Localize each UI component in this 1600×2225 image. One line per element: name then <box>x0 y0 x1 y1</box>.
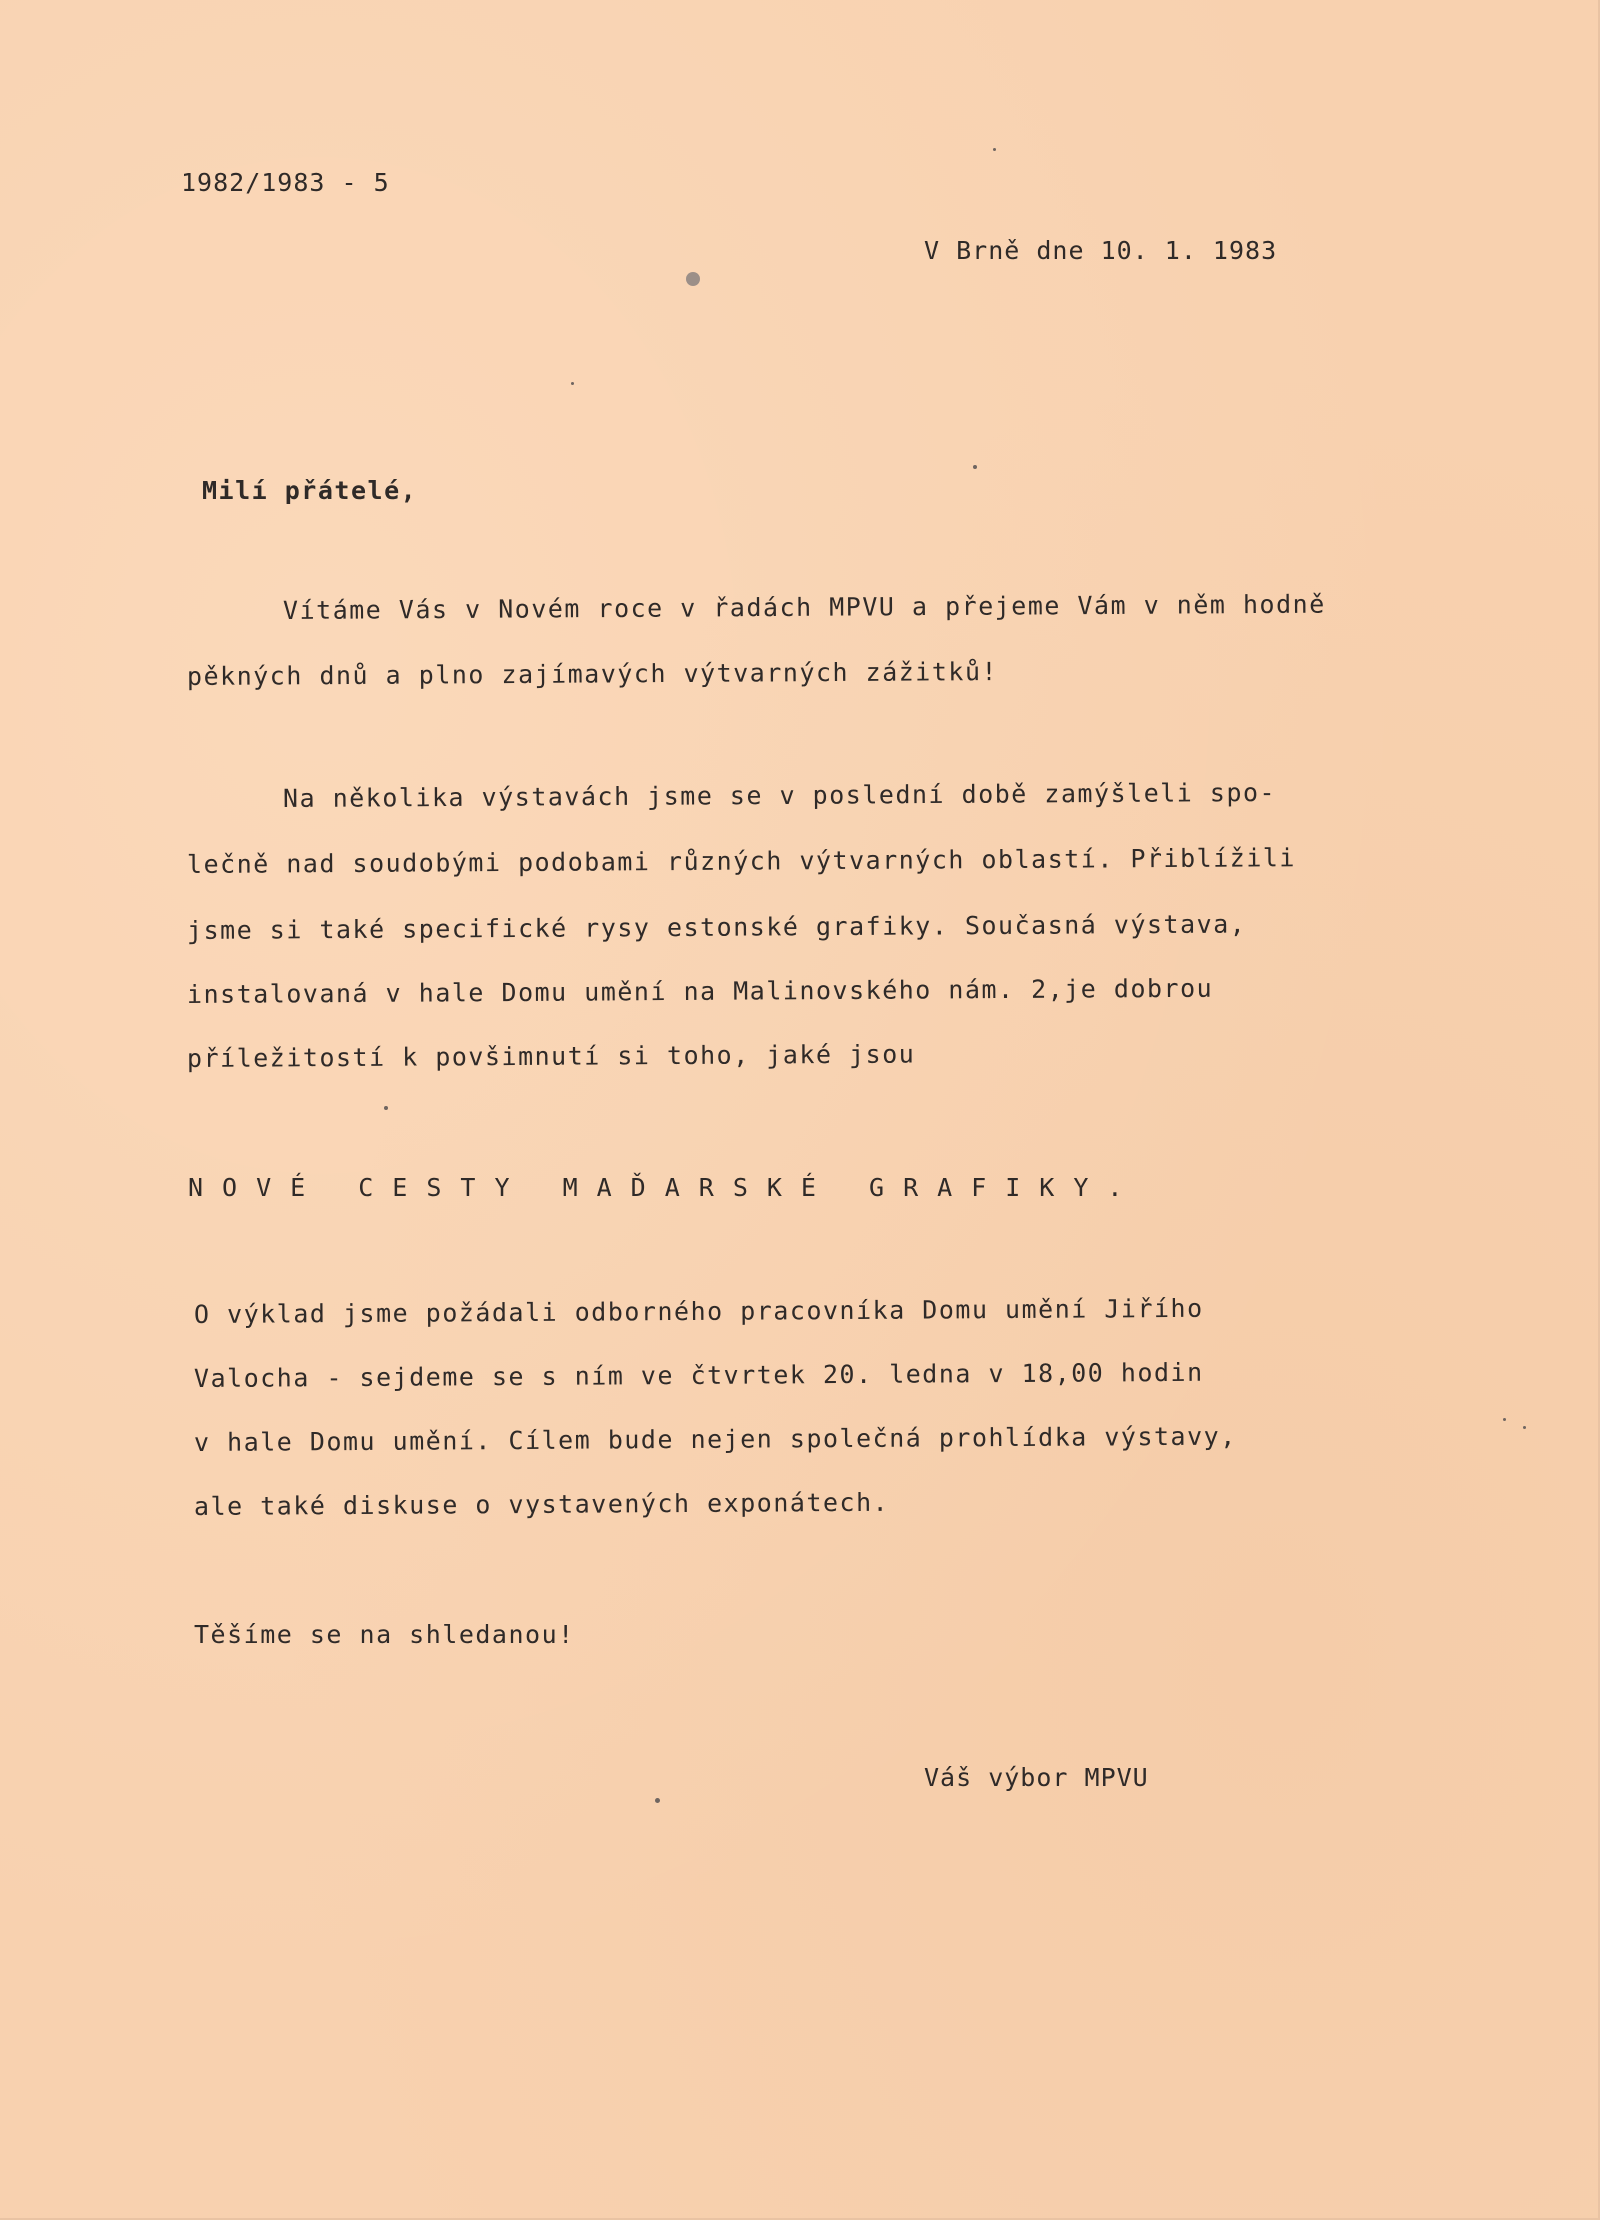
reference-number: 1982/1983 - 5 <box>181 168 390 197</box>
paragraph3-line4: ale také diskuse o vystavených exponátech. <box>193 1487 890 1521</box>
paragraph1-line1: Vítáme Vás v Novém roce v řadách MPVU a přejeme Vám v něm hodně <box>282 589 1326 625</box>
paper-speck <box>571 382 574 385</box>
paragraph3-line2: Valocha - sejdeme se s ním ve čtvrtek 20. ledna v 18,00 hodin <box>193 1357 1204 1393</box>
paper-speck <box>973 465 977 469</box>
paper-speck <box>384 1106 388 1110</box>
paragraph3-line1: O výklad jsme požádali odborného pracovníka Domu umění Jiřího <box>193 1293 1204 1329</box>
paragraph2-line2: lečně nad soudobými podobami různých výtvarných oblastí. Přiblížili <box>186 843 1297 879</box>
exhibition-title: NOVÉ CESTY MAĎARSKÉ GRAFIKY. <box>188 1173 1142 1202</box>
paragraph2-line1: Na několika výstavách jsme se v poslední době zamýšleli spo- <box>282 777 1277 813</box>
paragraph1-line2: pěkných dnů a plno zajímavých výtvarných zážitků! <box>186 657 999 691</box>
paragraph2-line4: instalovaná v hale Domu umění na Malinovského nám. 2,je dobrou <box>186 973 1214 1009</box>
closing-line: Těšíme se na shledanou! <box>194 1620 575 1649</box>
paper-speck <box>993 148 996 151</box>
paper-speck <box>1503 1418 1506 1421</box>
paragraph2-line3: jsme si také specifické rysy estonské grafiky. Současná výstava, <box>186 909 1247 945</box>
paper-speck <box>686 272 700 286</box>
paragraph2-line5: příležitostí k povšimnutí si toho, jaké jsou <box>186 1039 916 1073</box>
paper-speck <box>655 1798 660 1803</box>
signature: Váš výbor MPVU <box>924 1763 1149 1792</box>
place-and-date: V Brně dne 10. 1. 1983 <box>924 236 1278 265</box>
paper-speck <box>1523 1426 1526 1429</box>
salutation: Milí přátelé, <box>202 476 418 505</box>
paragraph3-line3: v hale Domu umění. Cílem bude nejen společná prohlídka výstavy, <box>193 1421 1237 1457</box>
